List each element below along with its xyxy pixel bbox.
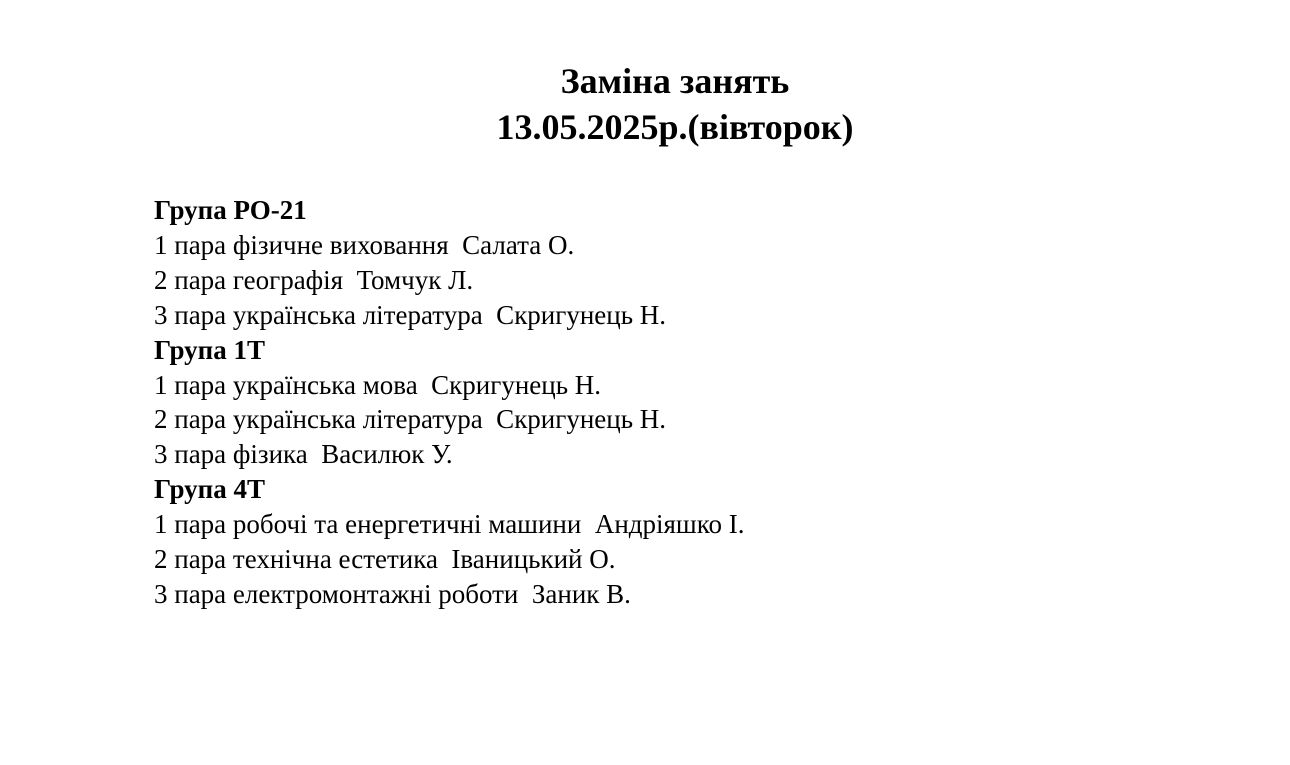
lesson-item: 3 пара електромонтажні роботи Заник В.: [154, 578, 631, 609]
document-date: 13.05.2025р.(вівторок): [496, 107, 854, 147]
lesson-item: 2 пара технічна естетика Іваницький О.: [154, 544, 616, 575]
document-title-block: [0, 58, 1290, 150]
schedule-changes: [154, 193, 1154, 612]
document-title: Заміна занять: [560, 61, 790, 101]
lesson-item: 1 пара фізичне виховання Салата О.: [154, 229, 575, 260]
group-title-1t: Група 1Т: [154, 334, 265, 365]
lesson-item: 1 пара робочі та енергетичні машини Андріяшко І.: [154, 509, 745, 540]
lesson-item: 2 пара географія Томчук Л.: [154, 264, 474, 295]
lesson-item: 2 пара українська література Скригунець Н.: [154, 404, 667, 435]
group-title-4t: Група 4Т: [154, 474, 265, 505]
lesson-item: 3 пара фізика Василюк У.: [154, 439, 453, 470]
lesson-item: 3 пара українська література Скригунець Н.: [154, 299, 667, 330]
group-title-ro21: Група РО-21: [154, 195, 307, 225]
lesson-item: 1 пара українська мова Скригунець Н.: [154, 369, 602, 400]
